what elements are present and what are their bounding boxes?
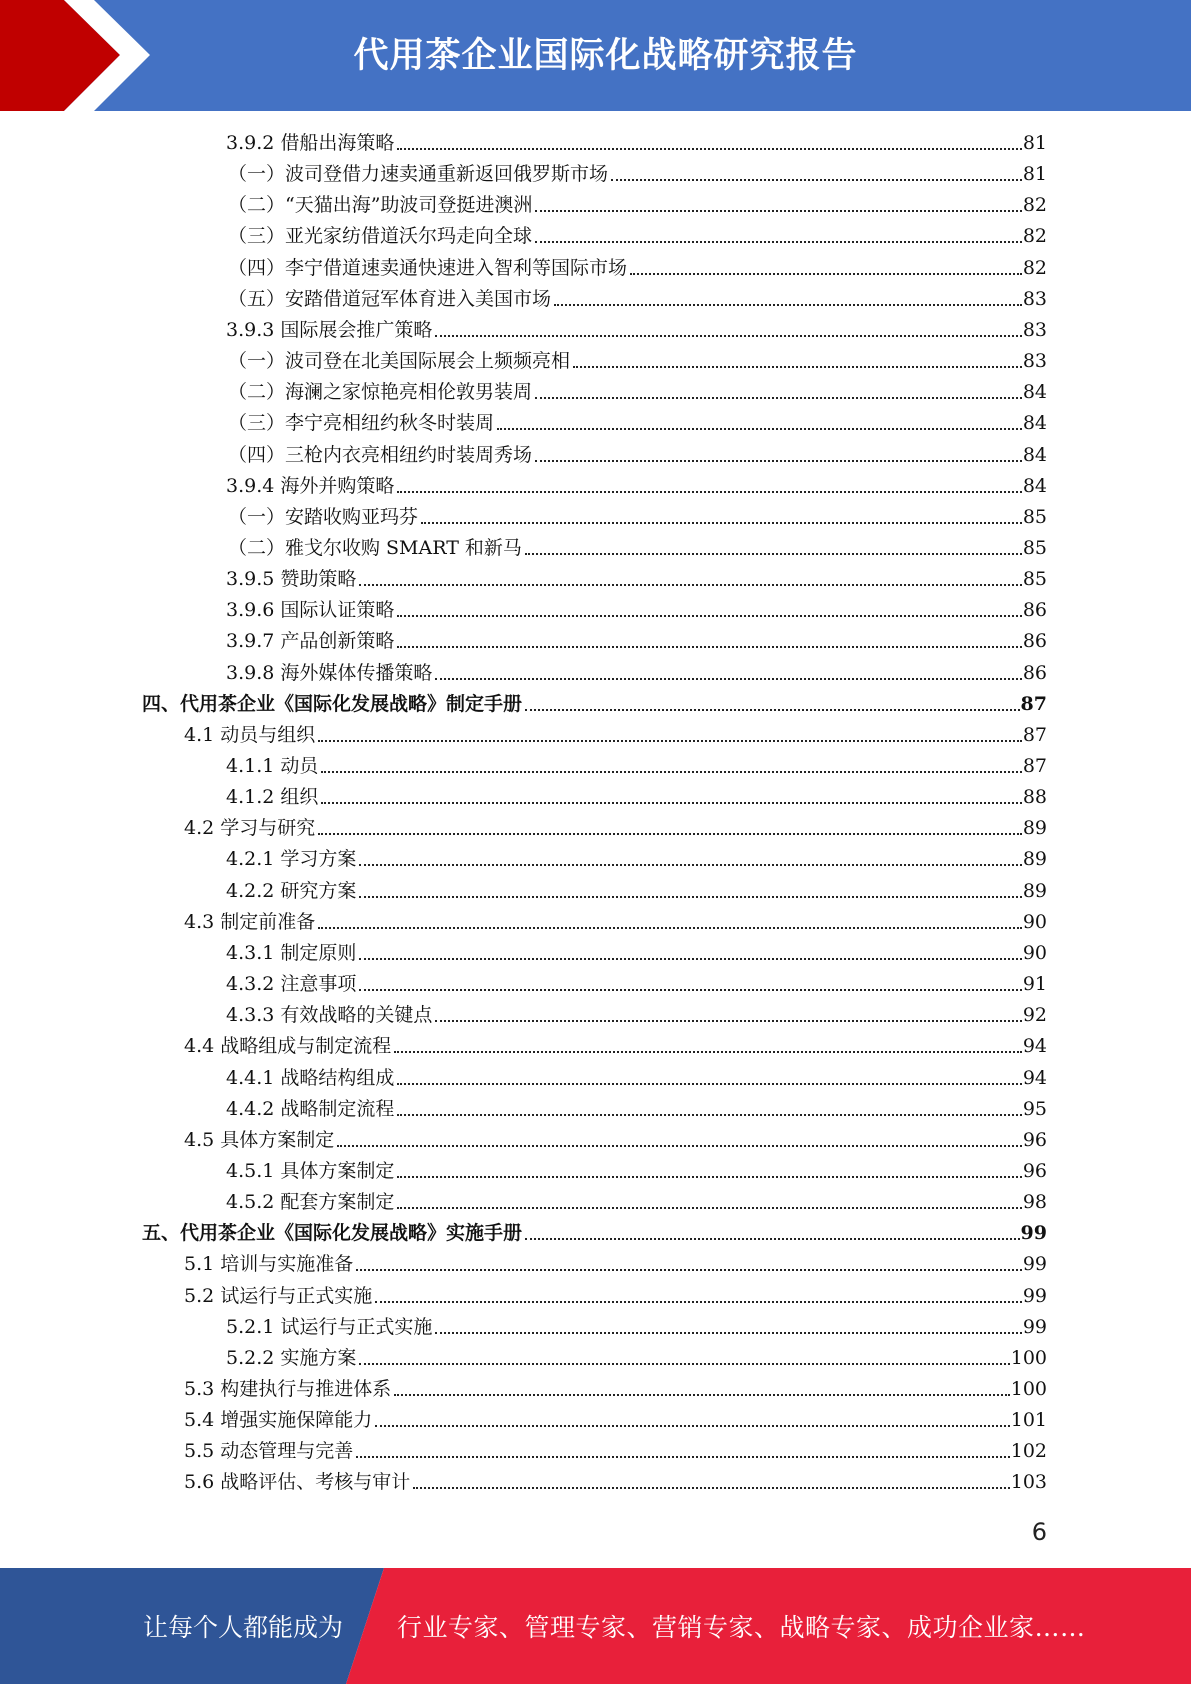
toc-dot-leader — [375, 1425, 1009, 1427]
toc-entry[interactable] — [226, 1312, 1047, 1342]
toc-dot-leader — [397, 646, 1021, 648]
toc-entry[interactable] — [226, 751, 1047, 781]
toc-entry-page: 94 — [1022, 1035, 1047, 1058]
toc-entry[interactable] — [184, 1374, 1047, 1404]
toc-entry-page: 95 — [1022, 1097, 1047, 1120]
toc-entry[interactable] — [142, 1218, 1047, 1248]
toc-entry[interactable] — [226, 1094, 1047, 1124]
toc-dot-leader — [397, 1114, 1021, 1116]
toc-entry[interactable] — [184, 907, 1047, 937]
toc-dot-leader — [359, 1363, 1009, 1365]
toc-dot-leader — [525, 553, 1022, 555]
toc-dot-leader — [337, 1145, 1022, 1147]
toc-entry-page: 86 — [1022, 630, 1047, 653]
toc-entry-title: （三）亚光家纺借道沃尔玛走向全球 — [228, 225, 533, 248]
toc-entry-title: 4.2.1 学习方案 — [226, 848, 357, 871]
toc-dot-leader — [321, 802, 1021, 804]
toc-entry-title: 5.3 构建执行与推进体系 — [184, 1378, 392, 1400]
page-footer — [0, 1568, 1191, 1684]
toc-entry[interactable] — [228, 377, 1047, 407]
toc-dot-leader — [321, 771, 1021, 773]
toc-entry-title: 3.9.7 产品创新策略 — [226, 630, 395, 653]
toc-dot-leader — [397, 491, 1021, 493]
toc-entry-page: 88 — [1022, 786, 1047, 809]
toc-entry[interactable] — [228, 159, 1047, 189]
toc-entry[interactable] — [184, 720, 1047, 750]
toc-entry[interactable] — [228, 284, 1047, 314]
toc-entry-page: 99 — [1020, 1222, 1047, 1245]
toc-entry-page: 85 — [1022, 505, 1047, 528]
toc-entry-page: 87 — [1022, 723, 1047, 746]
toc-dot-leader — [397, 148, 1021, 150]
toc-entry-title: 4.5.1 具体方案制定 — [226, 1159, 395, 1182]
toc-dot-leader — [359, 896, 1021, 898]
toc-entry-title: （四）李宁借道速卖通快速进入智利等国际市场 — [228, 256, 628, 279]
toc-entry-page: 89 — [1022, 817, 1047, 840]
toc-dot-leader — [573, 366, 1022, 368]
toc-dot-leader — [359, 584, 1021, 586]
toc-entry[interactable] — [142, 689, 1047, 719]
toc-entry-page: 99 — [1022, 1253, 1047, 1276]
toc-entry-title: 4.5 具体方案制定 — [184, 1128, 335, 1151]
toc-entry-title: 4.4.1 战略结构组成 — [226, 1066, 395, 1089]
toc-entry-title: 3.9.5 赞助策略 — [226, 568, 357, 591]
toc-entry-page: 83 — [1022, 287, 1047, 310]
toc-entry-title: 5.5 动态管理与完善 — [184, 1440, 354, 1463]
toc-dot-leader — [359, 989, 1021, 991]
toc-entry[interactable] — [226, 1187, 1047, 1217]
toc-entry[interactable] — [228, 221, 1047, 251]
toc-entry-page: 87 — [1020, 692, 1047, 715]
toc-entry-page: 82 — [1022, 256, 1047, 279]
toc-entry[interactable] — [226, 471, 1047, 501]
toc-entry-title: 4.4.2 战略制定流程 — [226, 1097, 395, 1120]
toc-entry-title: 四、代用茶企业《国际化发展战略》制定手册 — [142, 692, 523, 715]
toc-entry[interactable] — [226, 315, 1047, 345]
toc-entry-title: 3.9.2 借船出海策略 — [226, 132, 395, 154]
toc-entry[interactable] — [226, 876, 1047, 906]
toc-entry-title: 五、代用茶企业《国际化发展战略》实施手册 — [142, 1222, 523, 1245]
toc-dot-leader — [630, 273, 1022, 275]
toc-entry[interactable] — [184, 1249, 1047, 1279]
toc-entry-title: 4.3.1 制定原则 — [226, 941, 357, 964]
toc-entry-page: 99 — [1022, 1284, 1047, 1307]
toc-entry-page: 89 — [1022, 879, 1047, 902]
toc-entry-page: 94 — [1022, 1066, 1047, 1089]
toc-entry-title: 3.9.6 国际认证策略 — [226, 599, 395, 622]
toc-entry-page: 89 — [1022, 848, 1047, 871]
toc-dot-leader — [397, 1083, 1021, 1085]
toc-entry-title: 4.2.2 研究方案 — [226, 879, 357, 902]
toc-entry-page: 100 — [1010, 1346, 1047, 1369]
toc-entry-title: 4.3.3 有效战略的关键点 — [226, 1004, 433, 1027]
toc-entry-title: （五）安踏借道冠军体育进入美国市场 — [228, 287, 552, 310]
toc-entry[interactable] — [226, 1000, 1047, 1030]
toc-entry[interactable] — [226, 782, 1047, 812]
toc-dot-leader — [535, 241, 1022, 243]
toc-entry-title: 4.5.2 配套方案制定 — [226, 1191, 395, 1214]
toc-entry-title: 5.1 培训与实施准备 — [184, 1253, 354, 1276]
page-header — [0, 0, 1191, 111]
toc-entry-page: 90 — [1022, 941, 1047, 964]
toc-dot-leader — [413, 1487, 1009, 1489]
toc-entry[interactable] — [226, 626, 1047, 656]
toc-dot-leader — [435, 335, 1021, 337]
toc-entry-page: 99 — [1022, 1315, 1047, 1338]
toc-entry-title: 5.2.2 实施方案 — [226, 1346, 357, 1369]
toc-entry-page: 81 — [1022, 132, 1047, 154]
toc-entry[interactable] — [228, 502, 1047, 532]
toc-entry-title: （一）波司登借力速卖通重新返回俄罗斯市场 — [228, 163, 609, 186]
toc-entry-title: （二）“天猫出海”助波司登挺进澳洲 — [228, 194, 533, 217]
toc-entry-title: 5.6 战略评估、考核与审计 — [184, 1471, 411, 1494]
toc-entry-title: 4.2 学习与研究 — [184, 817, 316, 840]
toc-entry[interactable] — [226, 1063, 1047, 1093]
toc-dot-leader — [356, 1456, 1009, 1458]
toc-entry-page: 84 — [1022, 412, 1047, 435]
toc-entry-page: 85 — [1022, 536, 1047, 559]
toc-entry-title: （二）海澜之家惊艳亮相伦敦男装周 — [228, 381, 533, 404]
toc-entry-page: 102 — [1010, 1440, 1047, 1463]
toc-entry-title: 5.2.1 试运行与正式实施 — [226, 1315, 433, 1338]
toc-entry-title: 4.3.2 注意事项 — [226, 973, 357, 996]
toc-entry-page: 90 — [1022, 910, 1047, 933]
toc-entry-title: （一）波司登在北美国际展会上频频亮相 — [228, 350, 571, 373]
toc-dot-leader — [359, 958, 1021, 960]
toc-entry[interactable] — [226, 1156, 1047, 1186]
toc-entry[interactable] — [184, 813, 1047, 843]
toc-dot-leader — [394, 1051, 1022, 1053]
toc-entry[interactable] — [184, 1405, 1047, 1435]
toc-entry-page: 82 — [1022, 194, 1047, 217]
toc-entry-page: 85 — [1022, 568, 1047, 591]
toc-entry-title: 5.4 增强实施保障能力 — [184, 1409, 373, 1432]
toc-entry-page: 96 — [1022, 1128, 1047, 1151]
toc-dot-leader — [318, 833, 1022, 835]
toc-entry-page: 83 — [1022, 350, 1047, 373]
toc-entry-title: 3.9.8 海外媒体传播策略 — [226, 661, 433, 684]
toc-entry[interactable] — [226, 844, 1047, 874]
toc-entry-page: 91 — [1022, 973, 1047, 996]
toc-entry-title: （二）雅戈尔收购 SMART 和新马 — [228, 536, 522, 559]
toc-dot-leader — [554, 304, 1022, 306]
toc-entry[interactable] — [184, 1467, 1047, 1497]
toc-entry-title: （四）三枪内衣亮相纽约时装周秀场 — [228, 443, 533, 466]
toc-entry-page: 101 — [1010, 1409, 1047, 1432]
toc-dot-leader — [421, 522, 1022, 524]
toc-dot-leader — [611, 179, 1022, 181]
toc-entry-title: 4.1.2 组织 — [226, 786, 319, 809]
footer-slogan-right: 行业专家、管理专家、营销专家、战略专家、成功企业家…… — [397, 1613, 1086, 1642]
toc-dot-leader — [318, 740, 1022, 742]
toc-entry[interactable] — [226, 1343, 1047, 1373]
toc-entry-page: 83 — [1022, 318, 1047, 341]
toc-entry-page: 100 — [1010, 1378, 1047, 1400]
toc-dot-leader — [359, 864, 1021, 866]
toc-entry[interactable] — [228, 440, 1047, 470]
toc-entry-page: 92 — [1022, 1004, 1047, 1027]
toc-entry[interactable] — [228, 408, 1047, 438]
toc-entry[interactable] — [184, 1436, 1047, 1466]
toc-entry[interactable] — [184, 1125, 1047, 1155]
toc-entry-title: 4.1 动员与组织 — [184, 723, 316, 746]
toc-dot-leader — [397, 615, 1021, 617]
toc-dot-leader — [435, 1332, 1021, 1334]
toc-entry[interactable] — [226, 969, 1047, 999]
toc-dot-leader — [497, 428, 1022, 430]
report-title: 代用茶企业国际化战略研究报告 — [353, 36, 858, 76]
toc-entry-title: 4.1.1 动员 — [226, 755, 319, 777]
toc-dot-leader — [535, 397, 1022, 399]
toc-dot-leader — [435, 678, 1021, 680]
toc-entry[interactable] — [226, 128, 1047, 158]
toc-dot-leader — [356, 1269, 1022, 1271]
toc-entry-title: 4.3 制定前准备 — [184, 910, 316, 933]
toc-entry-title: （三）李宁亮相纽约秋冬时装周 — [228, 412, 495, 435]
toc-entry[interactable] — [228, 190, 1047, 220]
toc-entry-title: 3.9.4 海外并购策略 — [226, 474, 395, 497]
toc-entry-page: 84 — [1022, 474, 1047, 497]
toc-entry-page: 84 — [1022, 443, 1047, 466]
toc-entry-page: 98 — [1022, 1191, 1047, 1214]
toc-dot-leader — [535, 460, 1022, 462]
toc-entry-page: 86 — [1022, 661, 1047, 684]
toc-entry-title: （一）安踏收购亚玛芬 — [228, 505, 419, 528]
toc-entry-page: 82 — [1022, 225, 1047, 248]
toc-dot-leader — [375, 1301, 1022, 1303]
toc-entry[interactable] — [184, 1281, 1047, 1311]
toc-entry[interactable] — [184, 1031, 1047, 1061]
toc-entry[interactable] — [226, 564, 1047, 594]
toc-dot-leader — [318, 927, 1022, 929]
toc-dot-leader — [397, 1207, 1021, 1209]
toc-dot-leader — [397, 1176, 1021, 1178]
toc-entry[interactable] — [226, 595, 1047, 625]
toc-entry-page: 103 — [1010, 1471, 1047, 1494]
toc-dot-leader — [535, 210, 1021, 212]
toc-entry-title: 4.4 战略组成与制定流程 — [184, 1035, 392, 1058]
toc-entry[interactable] — [226, 658, 1047, 688]
toc-dot-leader — [525, 1238, 1020, 1240]
toc-entry-page: 84 — [1022, 381, 1047, 404]
toc-dot-leader — [525, 709, 1020, 711]
toc-dot-leader — [394, 1394, 1009, 1396]
toc-entry-page: 86 — [1022, 599, 1047, 622]
toc-entry-page: 87 — [1022, 755, 1047, 777]
toc-entry[interactable] — [228, 346, 1047, 376]
toc-entry[interactable] — [228, 533, 1047, 563]
toc-entry-title: 5.2 试运行与正式实施 — [184, 1284, 373, 1307]
footer-slogan-left: 让每个人都能成为 — [143, 1613, 344, 1642]
toc-entry-title: 3.9.3 国际展会推广策略 — [226, 318, 433, 341]
toc-entry[interactable] — [228, 253, 1047, 283]
toc-dot-leader — [435, 1020, 1021, 1022]
toc-entry[interactable] — [226, 938, 1047, 968]
page-number: 6 — [1031, 1518, 1047, 1546]
toc-entry-page: 96 — [1022, 1159, 1047, 1182]
toc-entry-page: 81 — [1022, 163, 1047, 186]
